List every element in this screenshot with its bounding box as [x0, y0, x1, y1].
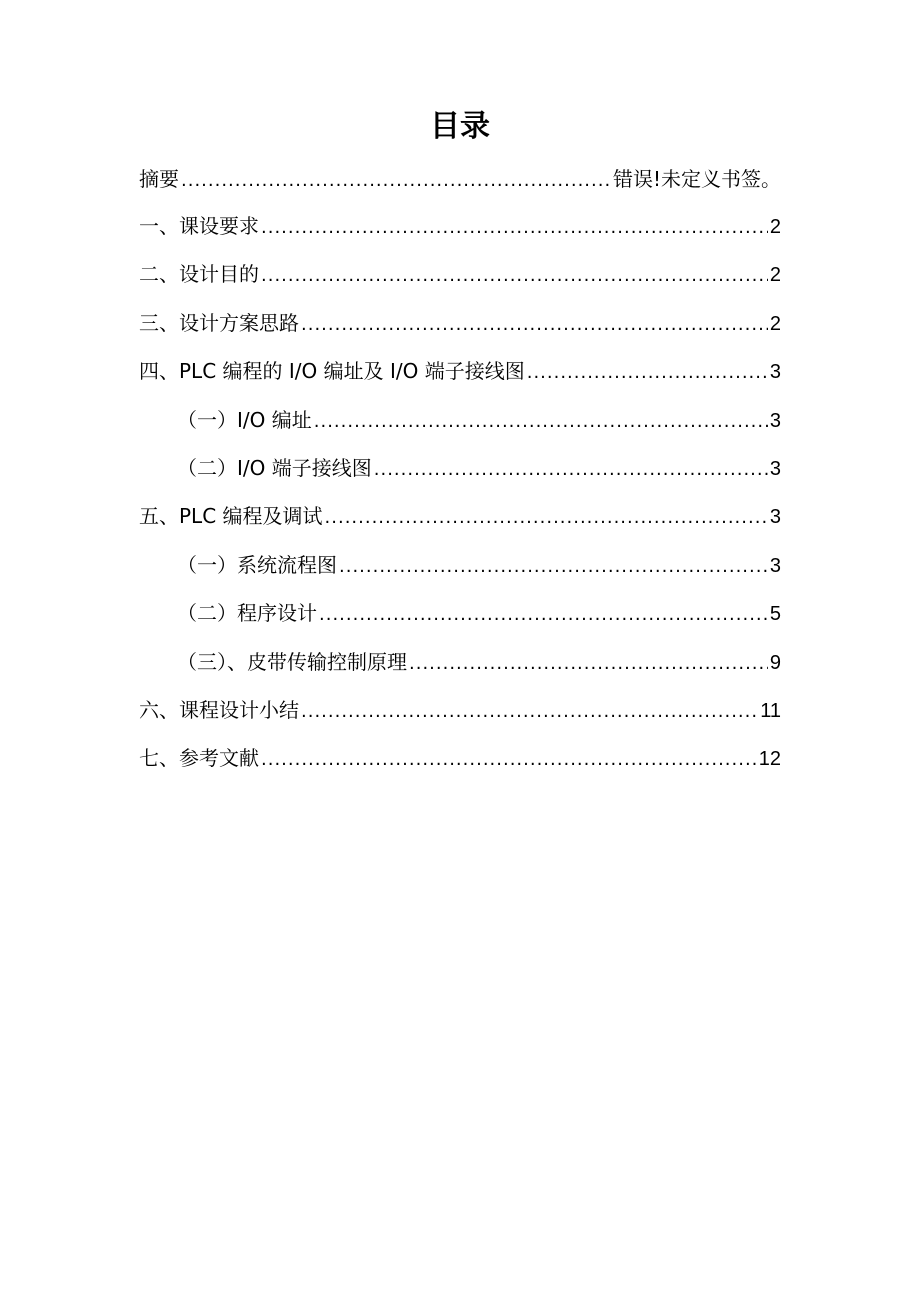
toc-entry-references[interactable]	[139, 734, 781, 782]
toc-entry-io-wiring-diagram[interactable]	[139, 444, 781, 492]
table-of-contents	[139, 156, 781, 783]
toc-entry-label: （二）程序设计	[177, 601, 317, 626]
toc-entry-io-addressing-wiring[interactable]	[139, 347, 781, 395]
dot-leader	[301, 688, 758, 736]
toc-entry-page: 5	[769, 603, 781, 626]
toc-entry-design-purpose[interactable]	[139, 250, 781, 298]
toc-entry-course-requirements[interactable]	[139, 202, 781, 250]
dot-leader	[314, 398, 768, 446]
toc-entry-abstract[interactable]	[139, 156, 781, 202]
toc-entry-label: 七、参考文献	[139, 746, 259, 771]
toc-entry-io-addressing[interactable]	[139, 396, 781, 444]
toc-entry-belt-conveyor-principle[interactable]	[139, 638, 781, 686]
toc-entry-label: （一）I/O 编址	[177, 407, 312, 432]
dot-leader	[325, 494, 768, 542]
toc-entry-design-approach[interactable]	[139, 299, 781, 347]
toc-entry-label: 六、课程设计小结	[139, 697, 299, 722]
toc-entry-label: 五、PLC 编程及调试	[139, 504, 323, 529]
toc-entry-page: 3	[769, 457, 781, 480]
toc-entry-page: 3	[769, 409, 781, 432]
toc-entry-page: 3	[769, 506, 781, 529]
toc-title: 目录	[430, 109, 490, 144]
dot-leader	[409, 640, 768, 688]
toc-entry-label: 摘要	[139, 167, 179, 191]
toc-entry-page: 2	[769, 264, 781, 287]
toc-entry-course-summary[interactable]	[139, 686, 781, 734]
dot-leader	[181, 158, 611, 204]
toc-entry-page: 9	[769, 651, 781, 674]
toc-entry-label: 三、设计方案思路	[139, 310, 299, 335]
toc-entry-page: 3	[769, 361, 781, 384]
toc-entry-page: 11	[760, 699, 781, 722]
toc-entry-page: 3	[769, 554, 781, 577]
toc-entry-label: 二、设计目的	[139, 262, 259, 287]
dot-leader	[261, 736, 757, 784]
dot-leader	[374, 446, 768, 494]
toc-entry-page: 12	[758, 748, 781, 771]
dot-leader	[527, 349, 768, 397]
toc-entry-label: （二）I/O 端子接线图	[177, 455, 372, 480]
toc-entry-page: 错误!未定义书签。	[612, 167, 781, 191]
toc-entry-label: 四、PLC 编程的 I/O 编址及 I/O 端子接线图	[139, 359, 525, 384]
toc-entry-label: 一、课设要求	[139, 214, 259, 238]
toc-entry-page: 2	[769, 216, 781, 238]
toc-entry-label: （一）系统流程图	[177, 552, 337, 577]
dot-leader	[339, 543, 768, 591]
dot-leader	[301, 301, 768, 349]
toc-entry-label: （三）、皮带传输控制原理	[177, 649, 407, 674]
toc-entry-page: 2	[769, 312, 781, 335]
toc-entry-plc-programming-debugging[interactable]	[139, 492, 781, 540]
toc-entry-program-design[interactable]	[139, 589, 781, 637]
toc-entry-system-flowchart[interactable]	[139, 541, 781, 589]
dot-leader	[319, 591, 768, 639]
dot-leader	[261, 252, 768, 300]
dot-leader	[261, 204, 768, 252]
